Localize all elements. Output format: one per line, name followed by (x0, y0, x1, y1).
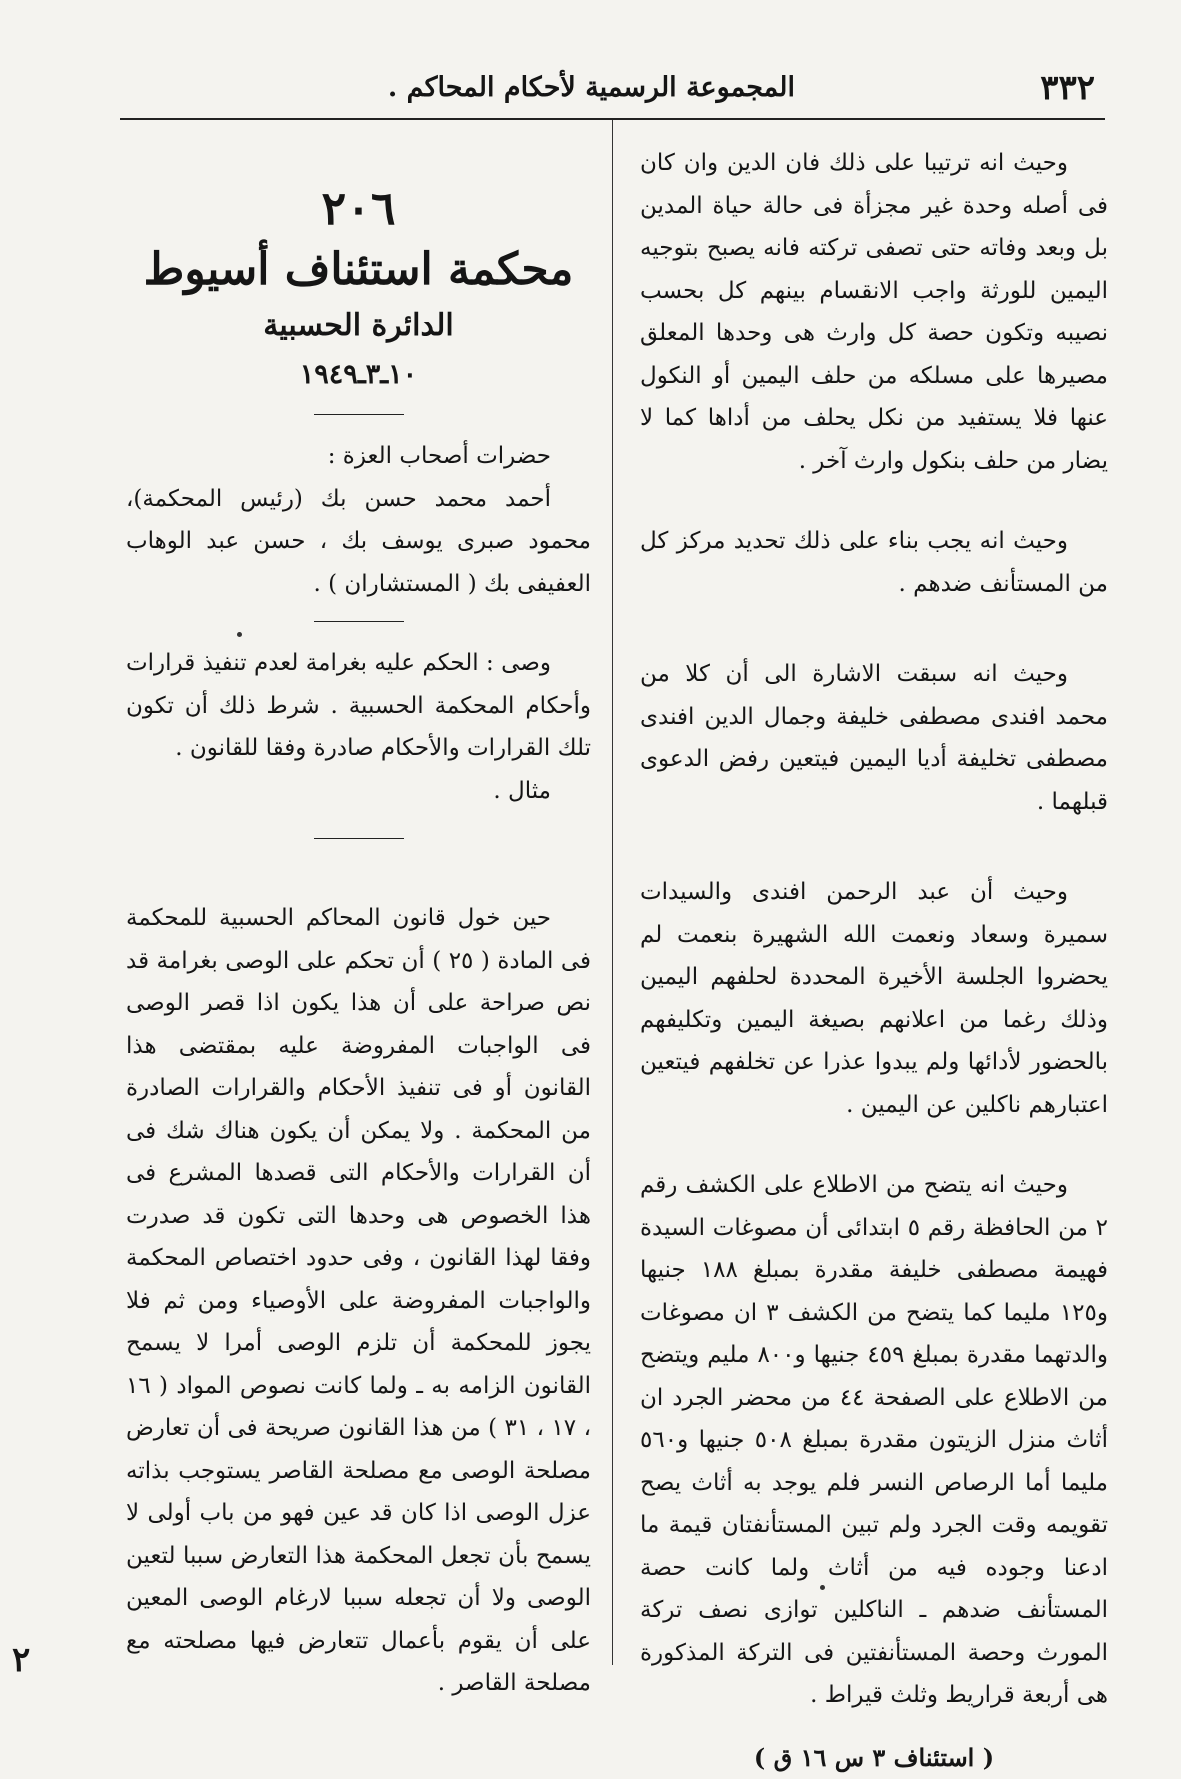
case-number: ٢٠٦ (126, 180, 591, 236)
case-citation: ( استئناف ٣ س ١٦ ق ) (640, 1737, 1108, 1779)
paragraph: وحيث انه ترتيبا على ذلك فان الدين وان كان فى أصله وحدة غير مجزأة فى حالة حياة المدين بل وبعد وفاته حتى تصفى تركته فانه يصبح بتوجيه اليمين للورثة واجب الانقسام بينهم كل بحسب نصيبه وتكون حصة كل وارث هى وحدها المعلق مصيرها على مسلكه من حلف اليمين أو النكول عنها فلا يستفيد من نكل يحلف من أداها كما لا يضار من حلف بنكول وارث آخر . (640, 142, 1108, 482)
right-column (640, 142, 1108, 1779)
bench-title: حضرات أصحاب العزة : (126, 435, 591, 478)
headnote (126, 642, 591, 812)
corner-mark: ٢ (12, 1640, 30, 1680)
column-divider (612, 120, 613, 1665)
paragraph: وحيث انه يجب بناء على ذلك تحديد مركز كل من المستأنف ضدهم . (640, 520, 1108, 605)
left-column (126, 180, 591, 1705)
page-header (120, 62, 1105, 108)
page-number: ٣٣٢ (1040, 68, 1095, 108)
separator (314, 838, 404, 839)
headnote-example: مثال . (126, 770, 591, 813)
separator (314, 621, 404, 622)
paragraph: وحيث انه يتضح من الاطلاع على الكشف رقم ٢ من الحافظة رقم ٥ ابتدائى أن مصوغات السيدة فهيمة مصطفى خليفة مقدرة بمبلغ ١٨٨ جنيها و١٢٥ مليما كما يتضح من الكشف ٣ ان مصوغات والدتهما مقدرة بمبلغ ٤٥٩ جنيها و٨٠٠ مليم ويتضح من الاطلاع على الصفحة ٤٤ من محضر الجرد ان أثاث منزل الزيتون مقدرة بمبلغ ٥٠٨ جنيها و٥٦٠ مليما أما الرصاص النسر فلم يوجد به أثاث يصح تقويمه وقت الجرد ولم تبين المستأنفتان قيمة ما ادعنا وجوده فيه من أثاث ولما كانت حصة المستأنف ضدهم ـ الناكلين توازى نصف تركة المورث وحصة المستأنفتين فى التركة المذكورة هى أربعة قراريط وثلث قيراط . (640, 1164, 1108, 1717)
paragraph: وحيث أن عبد الرحمن افندى والسيدات سميرة وسعاد ونعمت الله الشهيرة بنعمت لم يحضروا الجلسة الأخيرة المحددة لحلفهم اليمين وذلك رغما من اعلانهم بصيغة اليمين وتكليفهم بالحضور لأدائها ولم يبدوا عذرا عن تخلفهم فيتعين اعتبارهم ناكلين عن اليمين . (640, 871, 1108, 1126)
paragraph: وحيث انه سبقت الاشارة الى أن كلا من محمد افندى مصطفى خليفة وجمال الدين افندى مصطفى تخليفة أديا اليمين فيتعين رفض الدعوى قبلهما . (640, 653, 1108, 823)
running-title: المجموعة الرسمية لأحكام المحاكم . (388, 72, 795, 103)
scan-speck (820, 1585, 825, 1590)
court-circuit: الدائرة الحسبية (126, 300, 591, 352)
separator (314, 414, 404, 415)
scan-speck (237, 632, 242, 637)
judgment-date: ١٠ـ٣ـ١٩٤٩ (126, 352, 591, 398)
judgment-body: حين خول قانون المحاكم الحسبية للمحكمة فى المادة ( ٢٥ ) أن تحكم على الوصى بغرامة قد نص صراحة على أن هذا يكون اذا قصر الوصى فى الواجبات المفروضة عليه بمقتضى هذا القانون أو فى تنفيذ الأحكام والقرارات الصادرة من المحكمة . ولا يمكن أن يكون هناك شك فى أن القرارات والأحكام التى قصدها المشرع فى هذا الخصوص هى وحدها التى تكون قد صدرت وفقا لهذا القانون ، وفى حدود اختصاص المحكمة والواجبات المفروضة على الأوصياء ومن ثم فلا يجوز للمحكمة أن تلزم الوصى أمرا لا يسمح القانون الزامه به ـ ولما كانت نصوص المواد ( ١٦ ، ١٧ ، ٣١ ) من هذا القانون صريحة فى أن تعارض مصلحة الوصى مع مصلحة القاصر يستوجب بذاته عزل الوصى اذا كان قد عين فهو من باب أولى لا يسمح بأن تجعل المحكمة هذا التعارض سببا لتعين الوصى ولا أن تجعله سببا لارغام الوصى المعين على أن يقوم بأعمال تتعارض فيها مصلحته مع مصلحة القاصر . (126, 897, 591, 1705)
court-name: محكمة استئناف أسيوط (126, 240, 591, 300)
headnote-text: وصى : الحكم عليه بغرامة لعدم تنفيذ قرارات وأحكام المحكمة الحسبية . شرط ذلك أن تكون تلك القرارات والأحكام صادرة وفقا للقانون . (126, 642, 591, 770)
bench-members: أحمد محمد حسن بك (رئيس المحكمة)، محمود صبرى يوسف بك ، حسن عبد الوهاب العفيفى بك ( المستشاران ) . (126, 478, 591, 606)
